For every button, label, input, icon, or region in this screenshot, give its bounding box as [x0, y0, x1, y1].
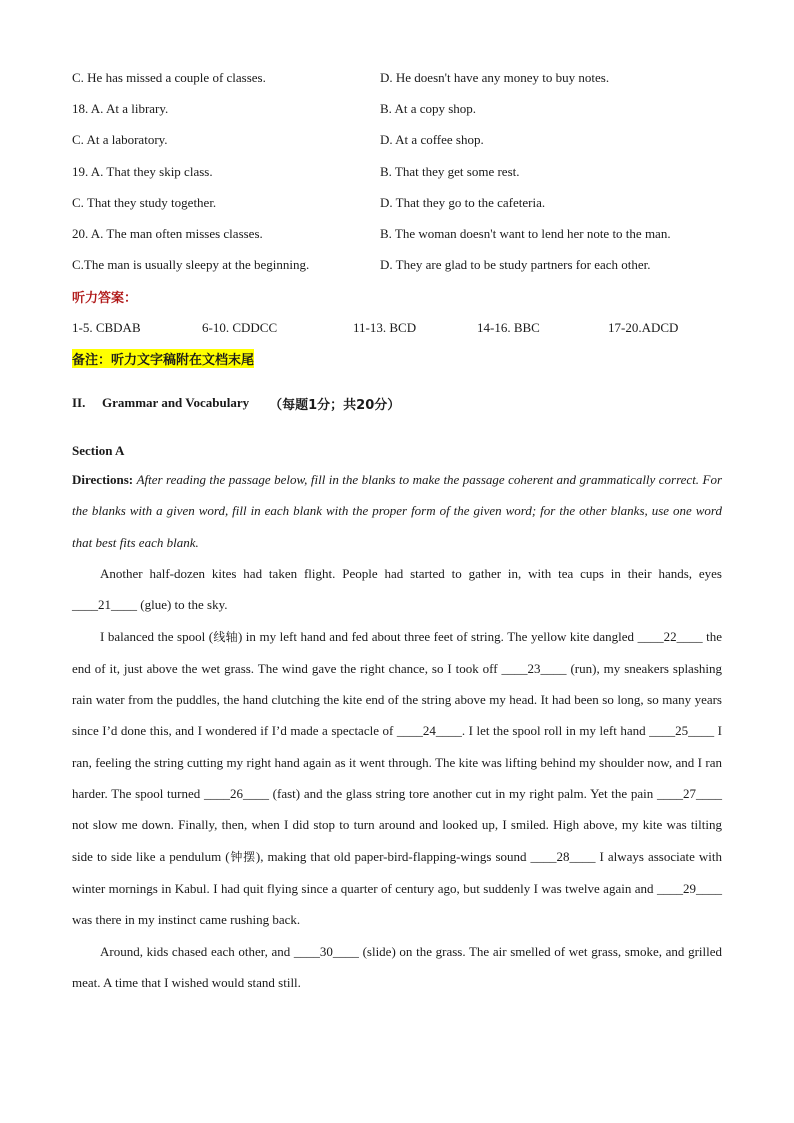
option-right: B. At a copy shop. — [380, 100, 477, 116]
option-left: C.The man is usually sleepy at the beginning. — [72, 257, 310, 273]
paragraph-text: I balanced the spool ( — [100, 628, 214, 644]
passage-paragraph-2 — [72, 621, 722, 936]
note-line — [72, 343, 722, 374]
passage-paragraph-1: Another half-dozen kites had taken flight. People had started to gather in, with tea cups in their hands, eyes ____21____ (glue) to the sky. — [72, 565, 722, 613]
answer-item: 11-13. BCD — [353, 319, 417, 335]
paragraph-text: ), making that old paper-bird-flapping-wings sound ____28____ I always associate with winter mornings in Kabul. I had quit flying since a quarter of century ago, but suddenly I was twelve again and ____29____ was there in my instinct came rushing back. — [72, 848, 722, 928]
option-row — [72, 187, 722, 218]
chinese-gloss: 线轴 — [213, 629, 238, 644]
directions-label: Directions: — [72, 472, 134, 488]
directions-text: After reading the passage below, fill in the blanks to make the passage coherent and grammatically correct. For the blanks with a given word, fill in each blank with the proper form of the given word; for the other blanks, use one word that best fits each blank. — [72, 472, 723, 550]
answer-item: 17-20.ADCD — [608, 319, 679, 335]
part-heading — [72, 392, 722, 414]
option-right: B. That they get some rest. — [380, 163, 520, 179]
option-right: B. The woman doesn't want to lend her note to the man. — [380, 226, 671, 242]
option-right: D. They are glad to be study partners for each other. — [380, 257, 651, 273]
listening-options — [72, 62, 722, 281]
option-left: 18. A. At a library. — [72, 100, 169, 116]
paragraph-text: ) in my left hand and fed about three feet of string. The yellow kite dangled ____22____ the end of it, just above the wet grass. The wind gave the right chance, so I took off ____23____ (run), my sneakers splashing rain water from the puddles, the hand clutching the kite end of the string above my head. It had been so long, so many years since I’d done this, and I wondered if I’d made a spectacle of ____24____. I let the spool roll in my left hand ____25____ I ran, feeling the string cutting my right hand again as it went through. The kite was lifting behind my shoulder now, and I ran harder. The spool turned ____26____ (fast) and the glass string tore another cut in my right palm. Yet the pain ____27____ not slow me down. Finally, then, when I did stop to turn around and looked up, I smiled. High above, my kite was tilting side to side like a pendulum ( — [72, 628, 723, 864]
option-left: 19. A. That they skip class. — [72, 163, 213, 179]
option-left: C. That they study together. — [72, 194, 217, 210]
directions — [72, 464, 722, 558]
option-left: C. At a laboratory. — [72, 132, 168, 148]
option-right: D. That they go to the cafeteria. — [380, 194, 546, 210]
note-highlight: 备注：听力文字稿附在文档末尾 — [72, 349, 254, 368]
option-row — [72, 93, 722, 124]
option-right: D. He doesn't have any money to buy notes. — [380, 69, 610, 85]
part-score: （每题1分；共20分） — [269, 397, 401, 413]
option-row — [72, 62, 722, 93]
part-number: II. — [72, 395, 86, 411]
section-title: Section A — [72, 443, 125, 459]
chinese-gloss: 钟摆 — [229, 849, 256, 864]
option-row — [72, 250, 722, 281]
passage-paragraph-3: Around, kids chased each other, and ____30____ (slide) on the grass. The air smelled of wet grass, smoke, and grilled meat. A time that I wished would stand still. — [72, 943, 722, 990]
answer-item: 6-10. CDDCC — [202, 319, 278, 335]
document-page — [72, 62, 722, 998]
answer-item: 1-5. CBDAB — [72, 319, 141, 335]
option-row — [72, 156, 722, 187]
answers-label: 听力答案： — [72, 291, 138, 307]
part-title: Grammar and Vocabulary — [102, 395, 250, 411]
option-row — [72, 125, 722, 156]
option-right: D. At a coffee shop. — [380, 132, 484, 148]
answers-row — [72, 312, 722, 343]
option-left: 20. A. The man often misses classes. — [72, 226, 263, 242]
option-left: C. He has missed a couple of classes. — [72, 69, 266, 85]
option-row — [72, 218, 722, 249]
answer-item: 14-16. BBC — [477, 319, 540, 335]
